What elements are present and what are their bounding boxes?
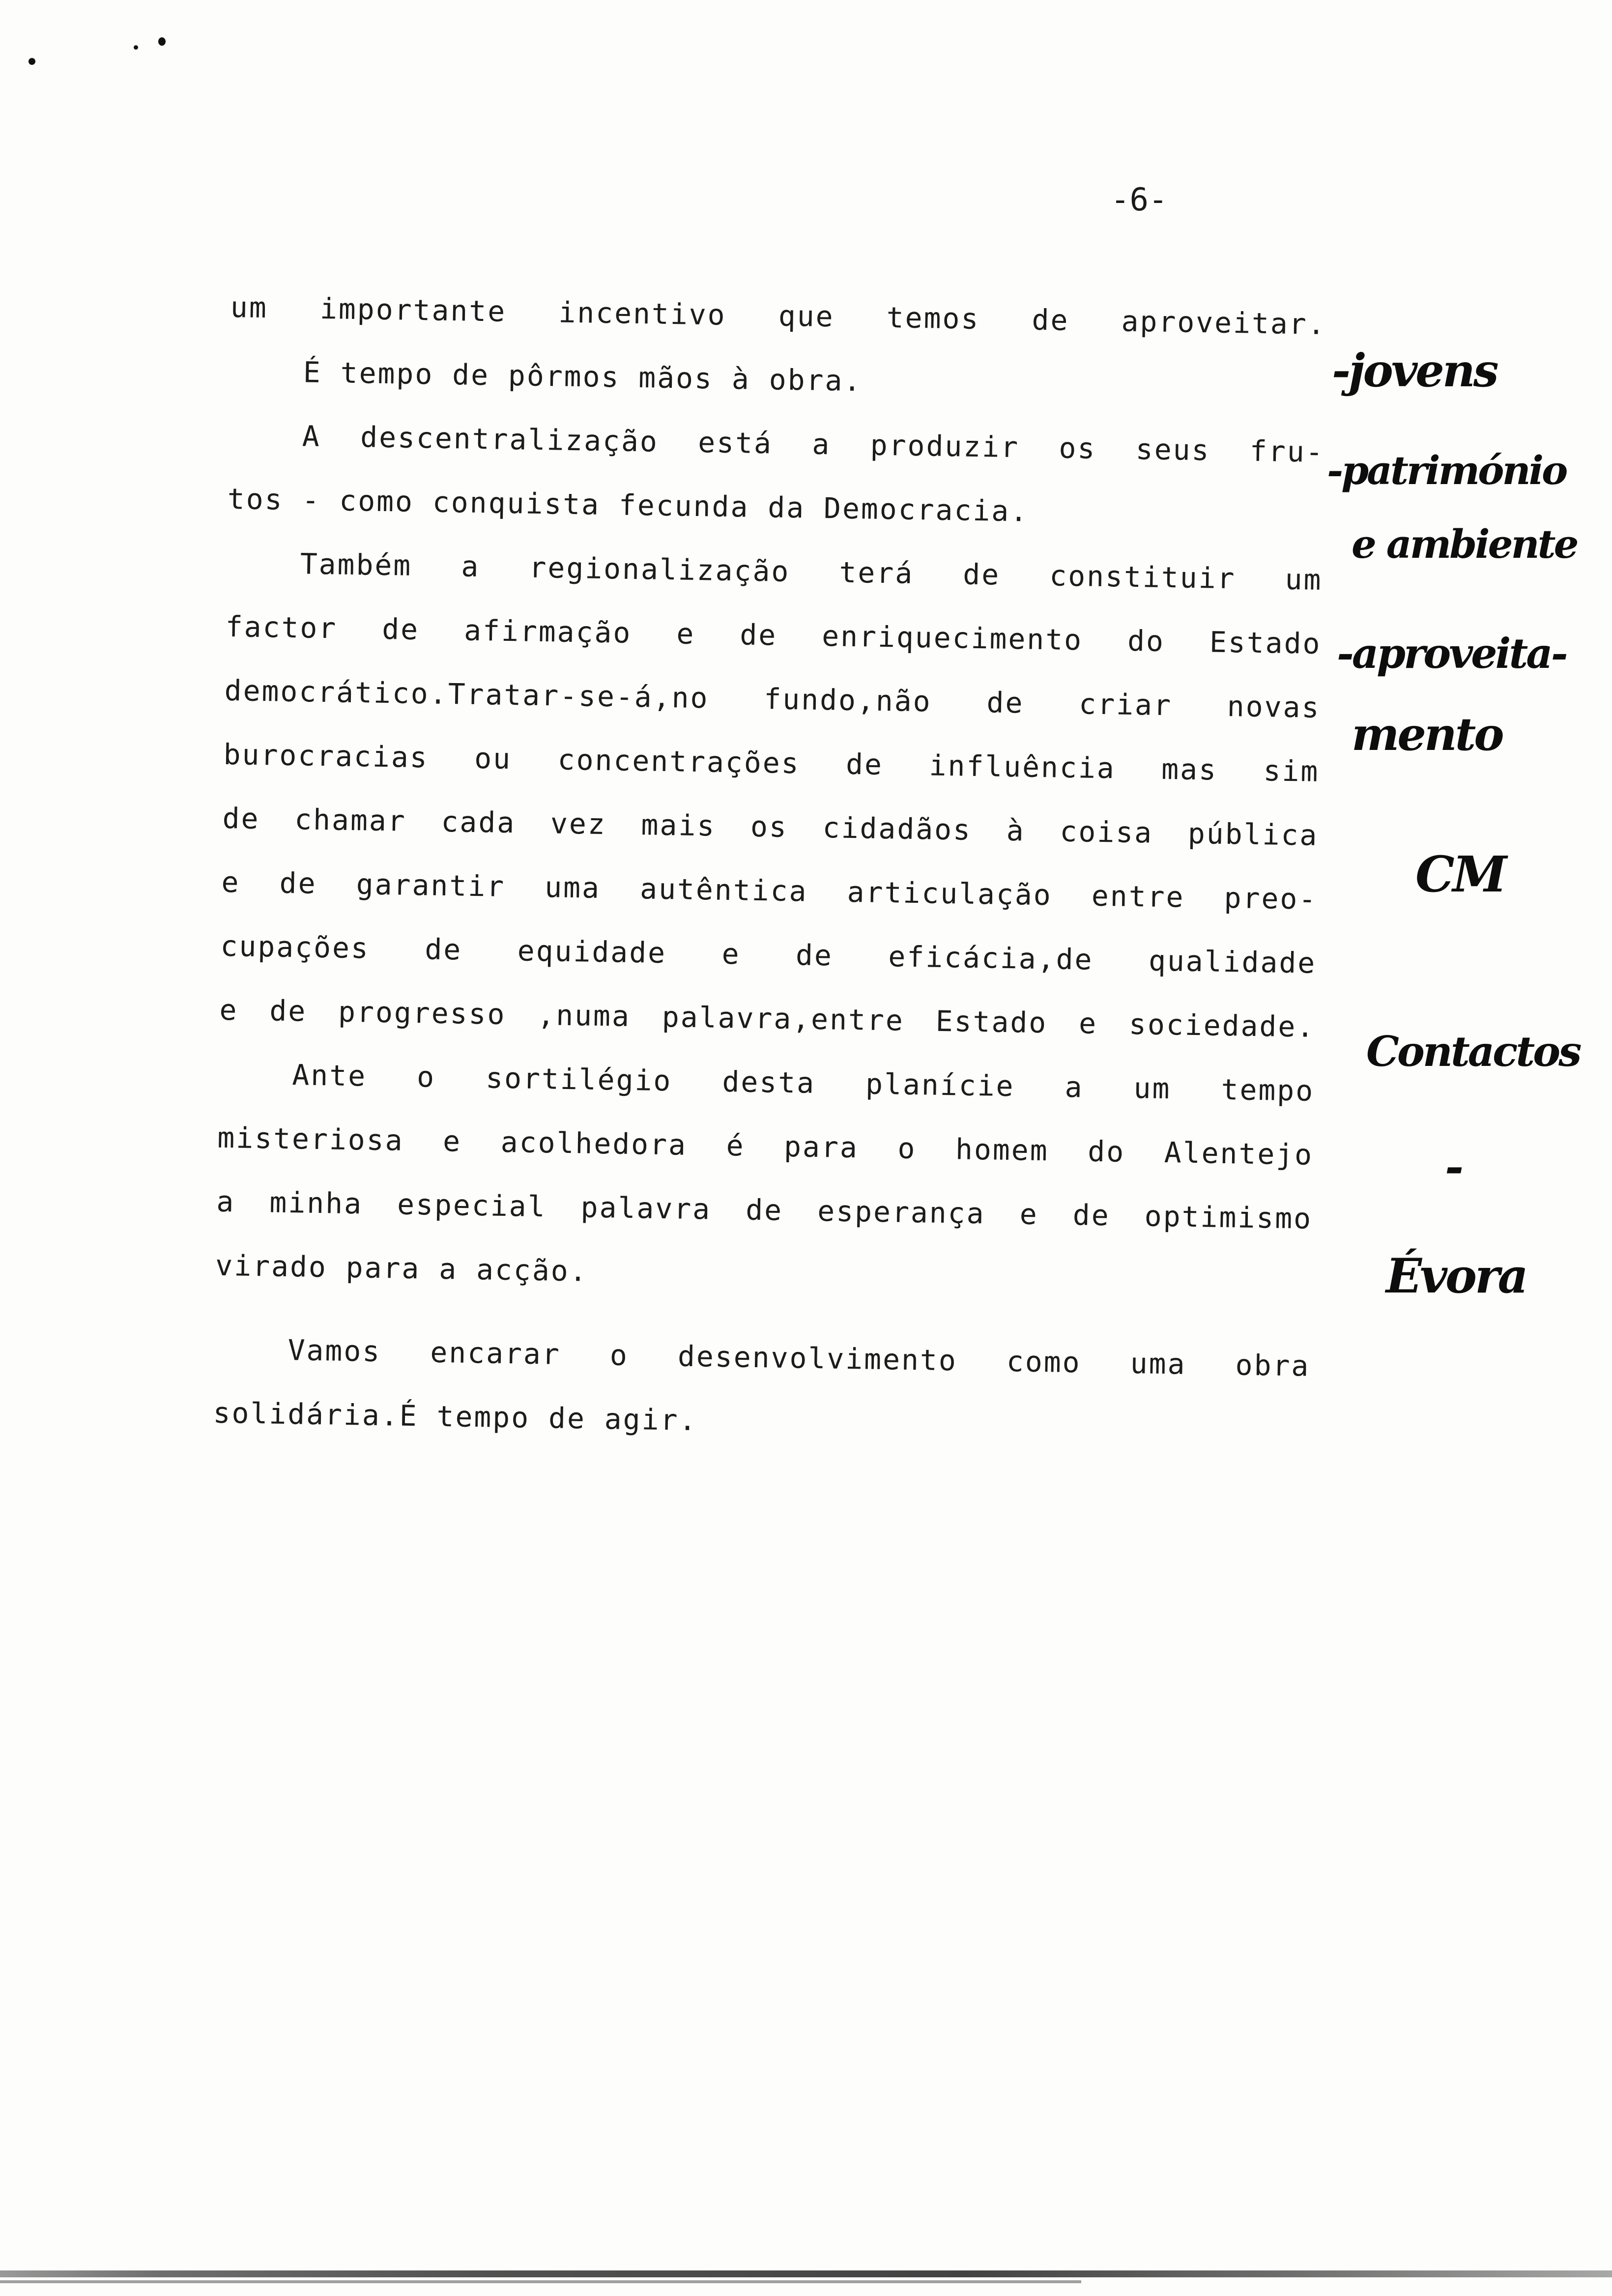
margin-note: Contactos	[1366, 1027, 1580, 1076]
margin-note: CM	[1415, 845, 1505, 903]
margin-note: -aproveita-	[1337, 629, 1566, 678]
text-line: Vamos encarar o desenvolvimento como uma obra	[288, 1333, 1310, 1383]
scan-edge	[0, 2280, 1081, 2283]
text-line: democrático.Tratar-se-á,no fundo,não de criar novas	[224, 673, 1321, 724]
text-line: burocracias ou concentrações de influência mas sim	[223, 737, 1320, 788]
text-line: de chamar cada vez mais os cidadãos à coisa pública	[222, 801, 1319, 852]
text-line: tos - como conquista fecunda da Democracia.	[227, 482, 1029, 528]
text-line: Ante o sortilégio desta planície a um tempo	[291, 1058, 1315, 1108]
text-line: solidária.É tempo de agir.	[213, 1396, 698, 1437]
ink-speck	[158, 37, 166, 46]
scan-edge	[0, 2270, 1612, 2277]
text-line: factor de afirmação e de enriquecimento do Estado	[225, 609, 1322, 660]
text-line: virado para a acção.	[215, 1248, 589, 1288]
text-line: misteriosa e acolhedora é para o homem do Alentejo	[217, 1120, 1314, 1172]
body-text	[213, 275, 1327, 1462]
margin-note: -	[1445, 1140, 1462, 1193]
page-number: -6-	[1111, 182, 1168, 218]
text-line: Também a regionalização terá de constituir um	[300, 547, 1323, 597]
ink-speck	[134, 45, 138, 50]
margin-note: -património	[1327, 447, 1566, 493]
text-line: e de progresso ,numa palavra,entre Estado e sociedade.	[219, 993, 1316, 1044]
margin-note: e ambiente	[1352, 521, 1577, 567]
margin-note: -jovens	[1332, 344, 1497, 397]
margin-note: mento	[1352, 708, 1502, 761]
text-line: a minha especial palavra de esperança e de optimismo	[216, 1184, 1313, 1235]
text-line: A descentralização está a produzir os seus fru-	[302, 419, 1325, 469]
ink-speck	[29, 58, 35, 65]
text-line: e de garantir uma autêntica articulação entre preo-	[221, 865, 1318, 916]
text-line: um importante incentivo que temos de aproveitar.	[230, 290, 1327, 342]
margin-note: Évora	[1386, 1248, 1526, 1304]
text-line: cupações de equidade e de eficácia,de qualidade	[220, 929, 1317, 980]
text-line: É tempo de pôrmos mãos à obra.	[303, 355, 863, 398]
